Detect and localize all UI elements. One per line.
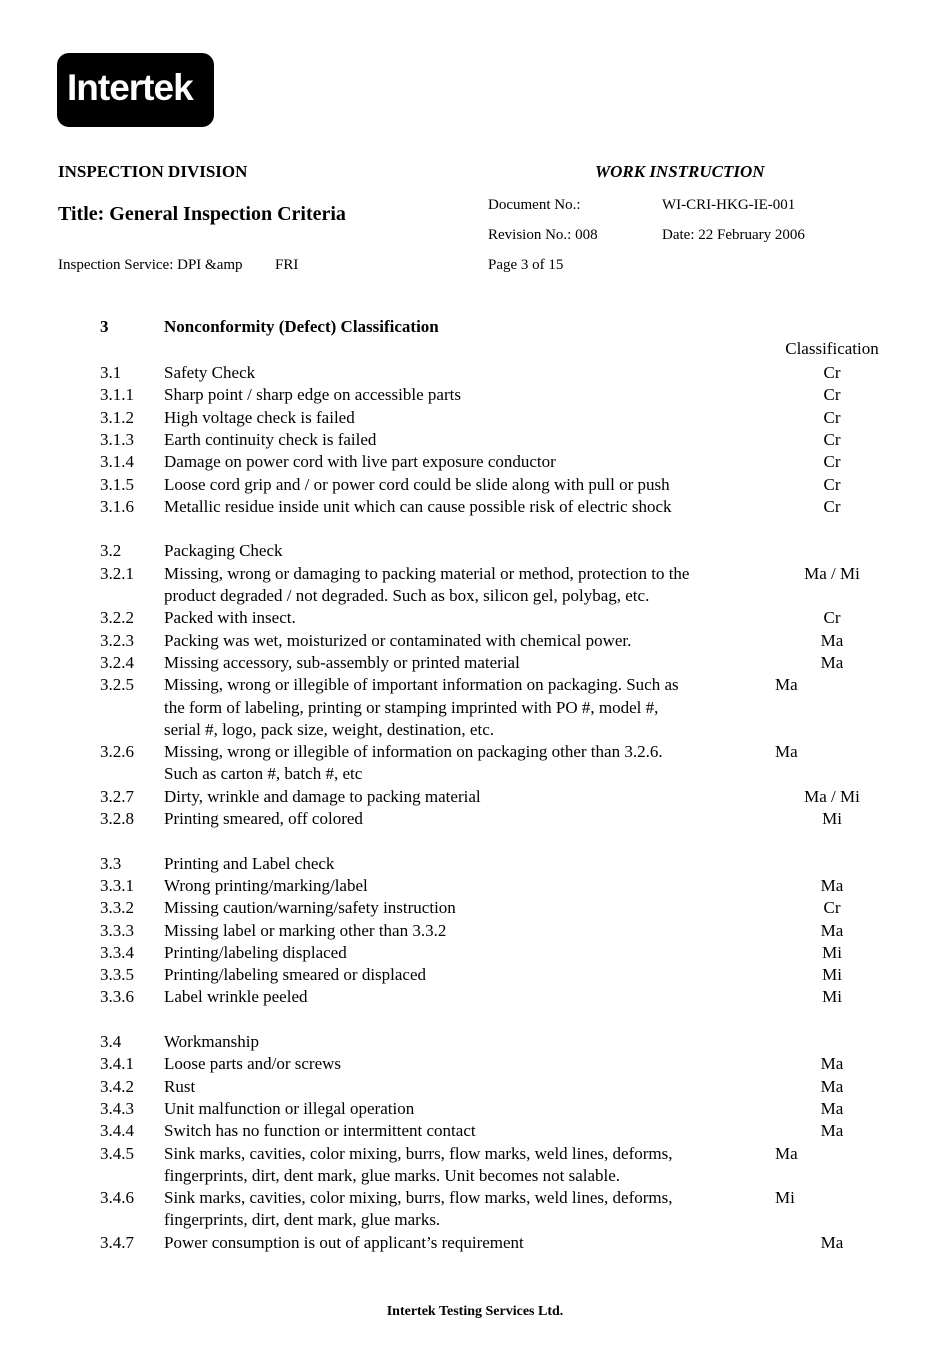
criteria-number: 3.4.3 — [100, 1098, 134, 1118]
criteria-number: 3.3 — [100, 853, 122, 873]
criteria-row — [0, 763, 950, 785]
criteria-row — [0, 429, 950, 451]
criteria-description: Loose cord grip and / or power cord could be slide along with pull or push — [164, 474, 670, 494]
criteria-row — [0, 1143, 950, 1165]
criteria-row — [0, 630, 950, 652]
criteria-description: Printing/labeling smeared or displaced — [164, 965, 427, 985]
criteria-number: 3.1.4 — [100, 452, 134, 472]
criteria-row — [0, 1031, 950, 1053]
criteria-description: Packed with insect. — [164, 608, 296, 628]
criteria-description: Printing and Label check — [164, 853, 335, 873]
criteria-description: Missing, wrong or illegible of important information on packaging. Such as — [164, 675, 679, 695]
criteria-description: Damage on power cord with live part exposure conductor — [164, 452, 556, 472]
criteria-row — [0, 451, 950, 473]
criteria-row — [0, 1209, 950, 1231]
criteria-row — [0, 407, 950, 429]
criteria-number: 3.2.3 — [100, 630, 134, 650]
criteria-description: Sink marks, cavities, color mixing, burrs, flow marks, weld lines, deforms, — [164, 1143, 673, 1163]
criteria-classification: Ma — [820, 1054, 844, 1074]
criteria-classification: Ma — [775, 742, 798, 762]
criteria-row — [0, 808, 950, 830]
inspection-service-suffix: FRI — [275, 257, 299, 273]
criteria-number: 3.4.4 — [100, 1121, 134, 1141]
criteria-row — [0, 563, 950, 585]
criteria-classification: Cr — [823, 452, 841, 472]
criteria-description: Metallic residue inside unit which can cause possible risk of electric shock — [164, 496, 672, 516]
criteria-classification: Ma / Mi — [804, 563, 860, 583]
criteria-classification: Cr — [823, 496, 841, 516]
criteria-number: 3.4.1 — [100, 1054, 134, 1074]
criteria-classification: Mi — [822, 809, 842, 828]
criteria-number: 3.4.5 — [100, 1143, 134, 1163]
criteria-row — [0, 607, 950, 629]
document-date: Date: 22 February 2006 — [662, 227, 805, 243]
page-number: Page 3 of 15 — [488, 257, 564, 273]
criteria-row — [0, 1165, 950, 1187]
criteria-description: Rust — [164, 1076, 196, 1096]
criteria-description: Sink marks, cavities, color mixing, burrs, flow marks, weld lines, deforms, — [164, 1188, 673, 1208]
criteria-number: 3.2.8 — [100, 809, 134, 828]
revision-no: Revision No.: 008 — [488, 227, 598, 243]
footer: Intertek Testing Services Ltd. — [386, 1304, 564, 1319]
criteria-description: Packing was wet, moisturized or contaminated with chemical power. — [164, 630, 632, 650]
criteria-classification: Ma — [820, 920, 844, 940]
criteria-number: 3.2.1 — [100, 563, 134, 583]
intertek-logo — [57, 53, 214, 127]
criteria-number: 3.3.4 — [100, 942, 134, 962]
criteria-classification: Cr — [823, 608, 841, 628]
criteria-row — [0, 384, 950, 406]
logo-text: Intertek — [67, 67, 193, 108]
criteria-row — [0, 1098, 950, 1120]
criteria-row — [0, 1076, 950, 1098]
criteria-description: Missing caution/warning/safety instruction — [164, 898, 456, 918]
criteria-row — [0, 496, 950, 518]
criteria-description: Printing/labeling displaced — [164, 942, 347, 962]
doc-type-label: WORK INSTRUCTION — [595, 162, 765, 181]
criteria-number: 3.2.6 — [100, 742, 134, 762]
inspection-service: Inspection Service: DPI &amp — [58, 257, 243, 273]
criteria-description: Workmanship — [164, 1032, 259, 1051]
criteria-description: Label wrinkle peeled — [164, 987, 308, 1007]
criteria-classification: Cr — [823, 429, 841, 449]
criteria-number: 3.1.2 — [100, 407, 134, 427]
criteria-classification: Cr — [823, 898, 841, 918]
criteria-description: fingerprints, dirt, dent mark, glue marks. — [164, 1210, 441, 1230]
criteria-number: 3.3.5 — [100, 965, 134, 985]
criteria-classification: Ma — [820, 1232, 844, 1252]
criteria-classification: Ma — [820, 652, 844, 672]
criteria-description: the form of labeling, printing or stamping imprinted with PO #, model #, — [164, 697, 659, 717]
criteria-description: product degraded / not degraded. Such as box, silicon gel, polybag, etc. — [164, 586, 650, 605]
criteria-number: 3.2.4 — [100, 652, 134, 672]
criteria-description: Printing smeared, off colored — [164, 809, 363, 828]
criteria-classification: Ma — [775, 675, 798, 695]
criteria-row — [0, 719, 950, 741]
criteria-classification: Cr — [823, 363, 841, 382]
criteria-number: 3.1 — [100, 363, 122, 382]
criteria-description: Such as carton #, batch #, etc — [164, 764, 363, 784]
criteria-row — [0, 674, 950, 696]
criteria-number: 3.4.2 — [100, 1076, 134, 1096]
document-no-value: WI-CRI-HKG-IE-001 — [662, 197, 796, 213]
criteria-classification: Ma — [820, 1121, 844, 1141]
criteria-row — [0, 474, 950, 496]
criteria-number: 3.4 — [100, 1032, 122, 1051]
criteria-number: 3.3.6 — [100, 987, 134, 1007]
criteria-row — [0, 942, 950, 964]
criteria-row — [0, 1232, 950, 1254]
criteria-number: 3.3.1 — [100, 875, 134, 895]
criteria-classification: Cr — [823, 407, 841, 427]
criteria-description: Safety Check — [164, 363, 256, 382]
criteria-row — [0, 920, 950, 942]
criteria-classification: Mi — [822, 965, 842, 985]
criteria-description: Missing, wrong or illegible of information on packaging other than 3.2.6. — [164, 742, 663, 762]
criteria-number: 3.3.2 — [100, 898, 134, 918]
criteria-description: High voltage check is failed — [164, 407, 355, 427]
criteria-row — [0, 1120, 950, 1142]
criteria-number: 3.2 — [100, 541, 122, 561]
criteria-row — [0, 875, 950, 897]
criteria-description: serial #, logo, pack size, weight, destination, etc. — [164, 719, 494, 739]
criteria-description: Missing label or marking other than 3.3.2 — [164, 920, 447, 940]
classification-header: Classification — [785, 339, 879, 358]
criteria-row — [0, 897, 950, 919]
criteria-number: 3.1.6 — [100, 496, 134, 516]
criteria-classification: Ma — [820, 1076, 844, 1096]
document-no-label: Document No.: — [488, 197, 581, 213]
criteria-description: Loose parts and/or screws — [164, 1054, 342, 1074]
criteria-description: Earth continuity check is failed — [164, 429, 377, 449]
criteria-row — [0, 741, 950, 763]
criteria-classification: Mi — [775, 1188, 795, 1208]
criteria-classification: Ma — [775, 1143, 798, 1163]
page-title: Title: General Inspection Criteria — [58, 203, 346, 225]
section-title: Nonconformity (Defect) Classification — [164, 317, 439, 336]
criteria-description: Power consumption is out of applicant’s requirement — [164, 1232, 524, 1252]
criteria-description: Switch has no function or intermittent contact — [164, 1121, 476, 1141]
criteria-number: 3.2.7 — [100, 786, 134, 806]
criteria-row — [0, 964, 950, 986]
division-label: INSPECTION DIVISION — [58, 162, 248, 181]
criteria-number: 3.4.6 — [100, 1188, 134, 1208]
criteria-row — [0, 540, 950, 562]
criteria-number: 3.1.3 — [100, 429, 134, 449]
criteria-classification: Cr — [823, 474, 841, 494]
criteria-classification: Ma / Mi — [804, 786, 860, 806]
criteria-description: Dirty, wrinkle and damage to packing material — [164, 786, 481, 806]
criteria-row — [0, 652, 950, 674]
criteria-description: Packaging Check — [164, 541, 283, 561]
criteria-classification: Ma — [820, 875, 844, 895]
criteria-description: Wrong printing/marking/label — [164, 875, 368, 895]
criteria-number: 3.4.7 — [100, 1232, 134, 1252]
section-number: 3 — [100, 317, 109, 336]
criteria-description: fingerprints, dirt, dent mark, glue marks. Unit becomes not salable. — [164, 1165, 621, 1185]
criteria-description: Unit malfunction or illegal operation — [164, 1098, 415, 1118]
criteria-row — [0, 1053, 950, 1075]
criteria-classification: Mi — [822, 987, 842, 1007]
criteria-row — [0, 362, 950, 384]
criteria-description: Missing accessory, sub-assembly or printed material — [164, 652, 520, 672]
criteria-classification: Ma — [820, 1098, 844, 1118]
criteria-row — [0, 697, 950, 719]
criteria-classification: Ma — [820, 630, 844, 650]
criteria-classification: Mi — [822, 942, 842, 962]
criteria-row — [0, 1187, 950, 1209]
criteria-description: Sharp point / sharp edge on accessible parts — [164, 385, 461, 405]
criteria-number: 3.3.3 — [100, 920, 134, 940]
criteria-row — [0, 585, 950, 607]
criteria-description: Missing, wrong or damaging to packing material or method, protection to the — [164, 563, 690, 583]
criteria-number: 3.1.1 — [100, 385, 134, 405]
criteria-classification: Cr — [823, 385, 841, 405]
criteria-number: 3.2.2 — [100, 608, 134, 628]
criteria-number: 3.1.5 — [100, 474, 134, 494]
criteria-row — [0, 786, 950, 808]
criteria-row — [0, 986, 950, 1008]
criteria-row — [0, 853, 950, 875]
criteria-number: 3.2.5 — [100, 675, 134, 695]
